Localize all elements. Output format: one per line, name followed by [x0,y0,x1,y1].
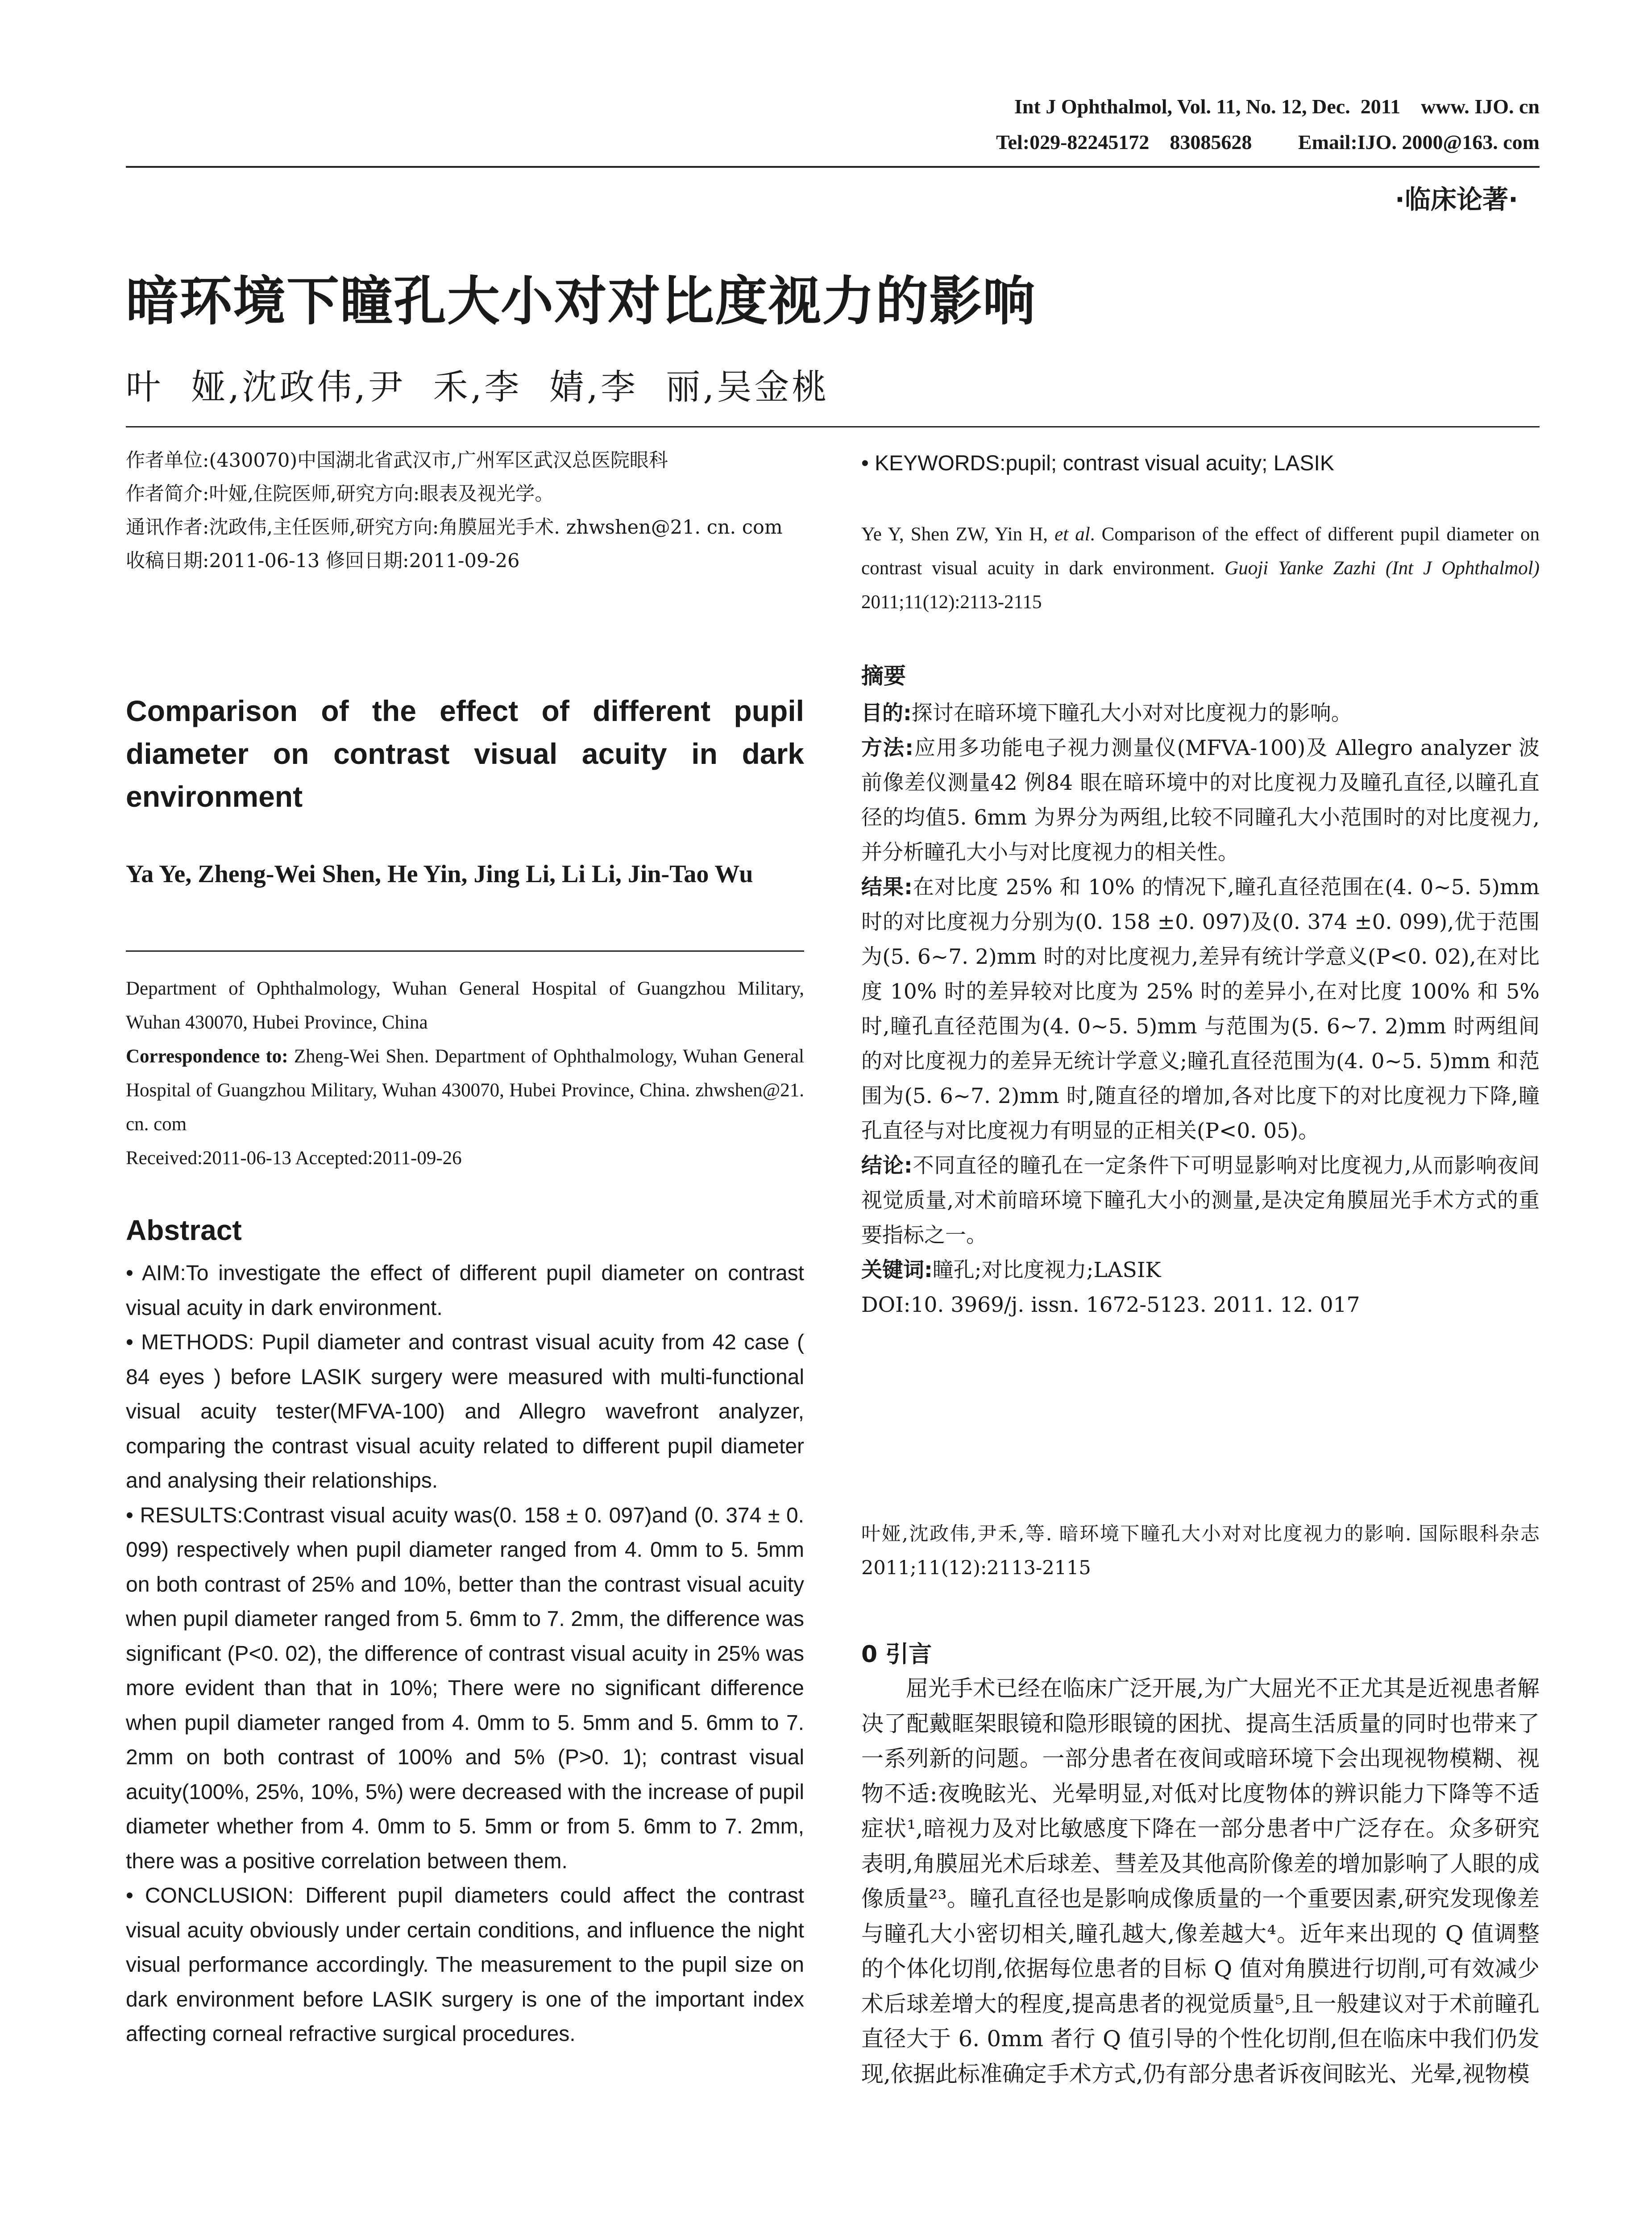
keywords-label: 关键词: [861,1258,933,1282]
methods-text: 应用多功能电子视力测量仪(MFVA-100)及 Allegro analyzer 波前像差仪测量42 例84 眼在暗环境中的对比度视力及瞳孔直径,以瞳孔直径的均值5. 6mm 为界分为两组,比较不同瞳孔大小范围时的对比度视力,并分析瞳孔大小与对比度视力的相关性。 [861,736,1540,865]
title-rule [126,426,1540,427]
authors-cn: 叶 娅,沈政伟,尹 禾,李 婧,李 丽,吴金桃 [126,367,830,407]
correspondence [126,1040,804,1141]
abstract-results: • RESULTS:Contrast visual acuity was(0. 158 ± 0. 097)and (0. 374 ± 0. 099) respectively when pupil diameter ranged from 4. 0mm to 5. 5mm on both contrast of 25% and 10%, better than the contrast visual acuity when pupil diameter ranged from 5. 6mm to 7. 2mm, the difference was significant (P<0. 02), the difference of contrast visual acuity in 25% was more evident than that in 10%; There were no significant difference when pupil diameter ranged from 4. 0mm to 5. 5mm and 5. 6mm to 7. 2mm on both contrast of 100% and 5% (P>0. 1); contrast visual acuity(100%, 25%, 10%, 5%) were decreased with the increase of pupil diameter whether from 4. 0mm to 5. 5mm or from 5. 6mm to 7. 2mm, there was a positive correlation between them. [126,1503,804,1873]
abstract-aim: • AIM:To investigate the effect of different pupil diameter on contrast visual acuity in dark environment. [126,1261,804,1320]
keywords-text: 瞳孔;对比度视力;LASIK [932,1258,1161,1282]
citation-en [861,518,1540,619]
intro-text: 屈光手术已经在临床广泛开展,为广大屈光不正尤其是近视患者解决了配戴眶架眼镜和隐形眼镜的困扰、提高生活质量的同时也带来了一系列新的问题。一部分患者在夜间或暗环境下会出现视物模糊、视物不适:夜晚眩光、光晕明显,对低对比度物体的辨识能力下降等不适症状¹,暗视力及对比敏感度下降在一部分患者中广泛存在。众多研究表明,角膜屈光术后球差、彗差及其他高阶像差的增加影响了人眼的成像质量²³。瞳孔直径也是影响成像质量的一个重要因素,研究发现像差与瞳孔大小密切相关,瞳孔越大,像差越大⁴。近年来出现的 Q 值调整的个体化切削,依据每位患者的目标 Q 值对角膜进行切削,可有效减少术后球差增大的程度,提高患者的视觉质量⁵,且一般建议对于术前瞳孔直径大于 6. 0mm 者行 Q 值引导的个性化切削,但在临床中我们仍发现,依据此标准确定手术方式,仍有部分患者诉夜间眩光、光晕,视物模 [861,1675,1540,2087]
received-dates-en: Received:2011-06-13 Accepted:2011-09-26 [126,1148,462,1169]
abstract-methods: • METHODS: Pupil diameter and contrast visual acuity from 42 case ( 84 eyes ) before LASIK surgery were measured with multi-functional visual acuity tester(MFVA-100) and Allegro wavefront analyzer, comparing the contrast visual acuity related to different pupil diameter and analysing their relationships. [126,1331,804,1493]
abstract-cn [861,696,1540,1323]
abstract-cn-keywords [861,1253,1540,1288]
abstract-conclusion: • CONCLUSION: Different pupil diameters could affect the contrast visual acuity obviously under certain conditions, and influence the night visual performance accordingly. The measurement to the pupil size on dark environment before LASIK surgery is one of the important index affecting corneal refractive surgical procedures. [126,1884,804,2046]
doi: DOI:10. 3969/j. issn. 1672-5123. 2011. 12. 017 [861,1293,1360,1317]
citation-title: . Comparison of the effect of different pupil diameter on contrast visual acuity in dark environment. [861,524,1540,579]
citation-volume: 2011;11(12):2113-2115 [861,592,1042,613]
correspondence-text: Zheng-Wei Shen. Department of Ophthalmology, Wuhan General Hospital of Guangzhou Military, Wuhan 430070, Hubei Province, China. zhwshen@21. cn. com [126,1046,804,1135]
correspondence-label: Correspondence to: [126,1046,288,1067]
journal-header-line2: Tel:029-82245172 83085628 Email:IJO. 2000@163. com [996,131,1540,153]
department: Department of Ophthalmology, Wuhan General Hospital of Guangzhou Military, Wuhan 430070, Hubei Province, China [126,978,804,1033]
authors-en: Ya Ye, Zheng-Wei Shen, He Yin, Jing Li, Li Li, Jin-Tao Wu [126,860,753,888]
article-title-en: Comparison of the effect of different pupil diameter on contrast visual acuity in dark environment [126,694,804,813]
citation-journal: Guoji Yanke Zazhi (Int J Ophthalmol) [1224,558,1540,579]
journal-header-line1: Int J Ophthalmol, Vol. 11, No. 12, Dec. 2011 www. IJO. cn [1014,95,1540,118]
corresponding-author: 通讯作者:沈政伟,主任医师,研究方向:角膜屈光手术. zhwshen@21. cn. com [126,516,783,539]
section-tag: ·临床论著· [1395,184,1518,215]
methods-label: 方法: [861,736,913,760]
intro-heading: 0 引言 [861,1641,932,1668]
authors-rule [126,950,804,952]
citation-etal: et al [1054,524,1090,545]
citation-cn: 叶娅,沈政伟,尹禾,等. 暗环境下瞳孔大小对对比度视力的影响. 国际眼科杂志 2011;11(12):2113-2115 [861,1523,1540,1579]
citation-authors: Ye Y, Shen ZW, Yin H, [861,524,1055,545]
conclusion-text: 不同直径的瞳孔在一定条件下可明显影响对比度视力,从而影响夜间视觉质量,对术前暗环境下瞳孔大小的测量,是决定角膜屈光手术方式的重要指标之一。 [861,1153,1540,1248]
aim-label: 目的: [861,701,912,726]
aim-text: 探讨在暗环境下瞳孔大小对对比度视力的影响。 [911,701,1352,726]
abstract-cn-heading: 摘要 [861,663,906,689]
results-text: 在对比度 25% 和 10% 的情况下,瞳孔直径范围在(4. 0~5. 5)mm 时的对比度视力分别为(0. 158 ±0. 097)及(0. 374 ±0. 099),优于范围为(5. 6~7. 2)mm 时的对比度视力,差异有统计学意义(P<0. 02),在对比度 10% 时的差异较对比度为 25% 时的差异小,在对比度 100% 和 5%时,瞳孔直径范围为(4. 0~5. 5)mm 与范围为(5. 6~7. 2)mm 时两组间的对比度视力的差异无统计学意义;瞳孔直径范围为(4. 0~5. 5)mm 和范围为(5. 6~7. 2)mm 时,随直径的增加,各对比度下的对比度视力下降,瞳孔直径与对比度视力有明显的正相关(P<0. 05)。 [861,875,1540,1143]
author-bio: 作者简介:叶娅,住院医师,研究方向:眼表及视光学。 [126,483,554,505]
abstract-en [126,1256,804,2052]
header-rule [126,166,1540,168]
author-meta-cn [126,444,804,578]
abstract-cn-results [861,870,1540,1149]
abstract-cn-aim [861,696,1540,731]
received-dates-cn: 收稿日期:2011-06-13 修回日期:2011-09-26 [126,550,520,572]
keywords-en: • KEYWORDS:pupil; contrast visual acuity; LASIK [861,452,1334,475]
abstract-cn-methods [861,731,1540,870]
article-title-cn: 暗环境下瞳孔大小对对比度视力的影响 [126,270,1037,332]
abstract-cn-conclusion [861,1149,1540,1253]
conclusion-label: 结论: [861,1153,913,1178]
results-label: 结果: [861,875,913,900]
author-unit: 作者单位:(430070)中国湖北省武汉市,广州军区武汉总医院眼科 [126,449,668,472]
abstract-heading: Abstract [126,1214,242,1246]
affiliation-block [126,972,804,1175]
